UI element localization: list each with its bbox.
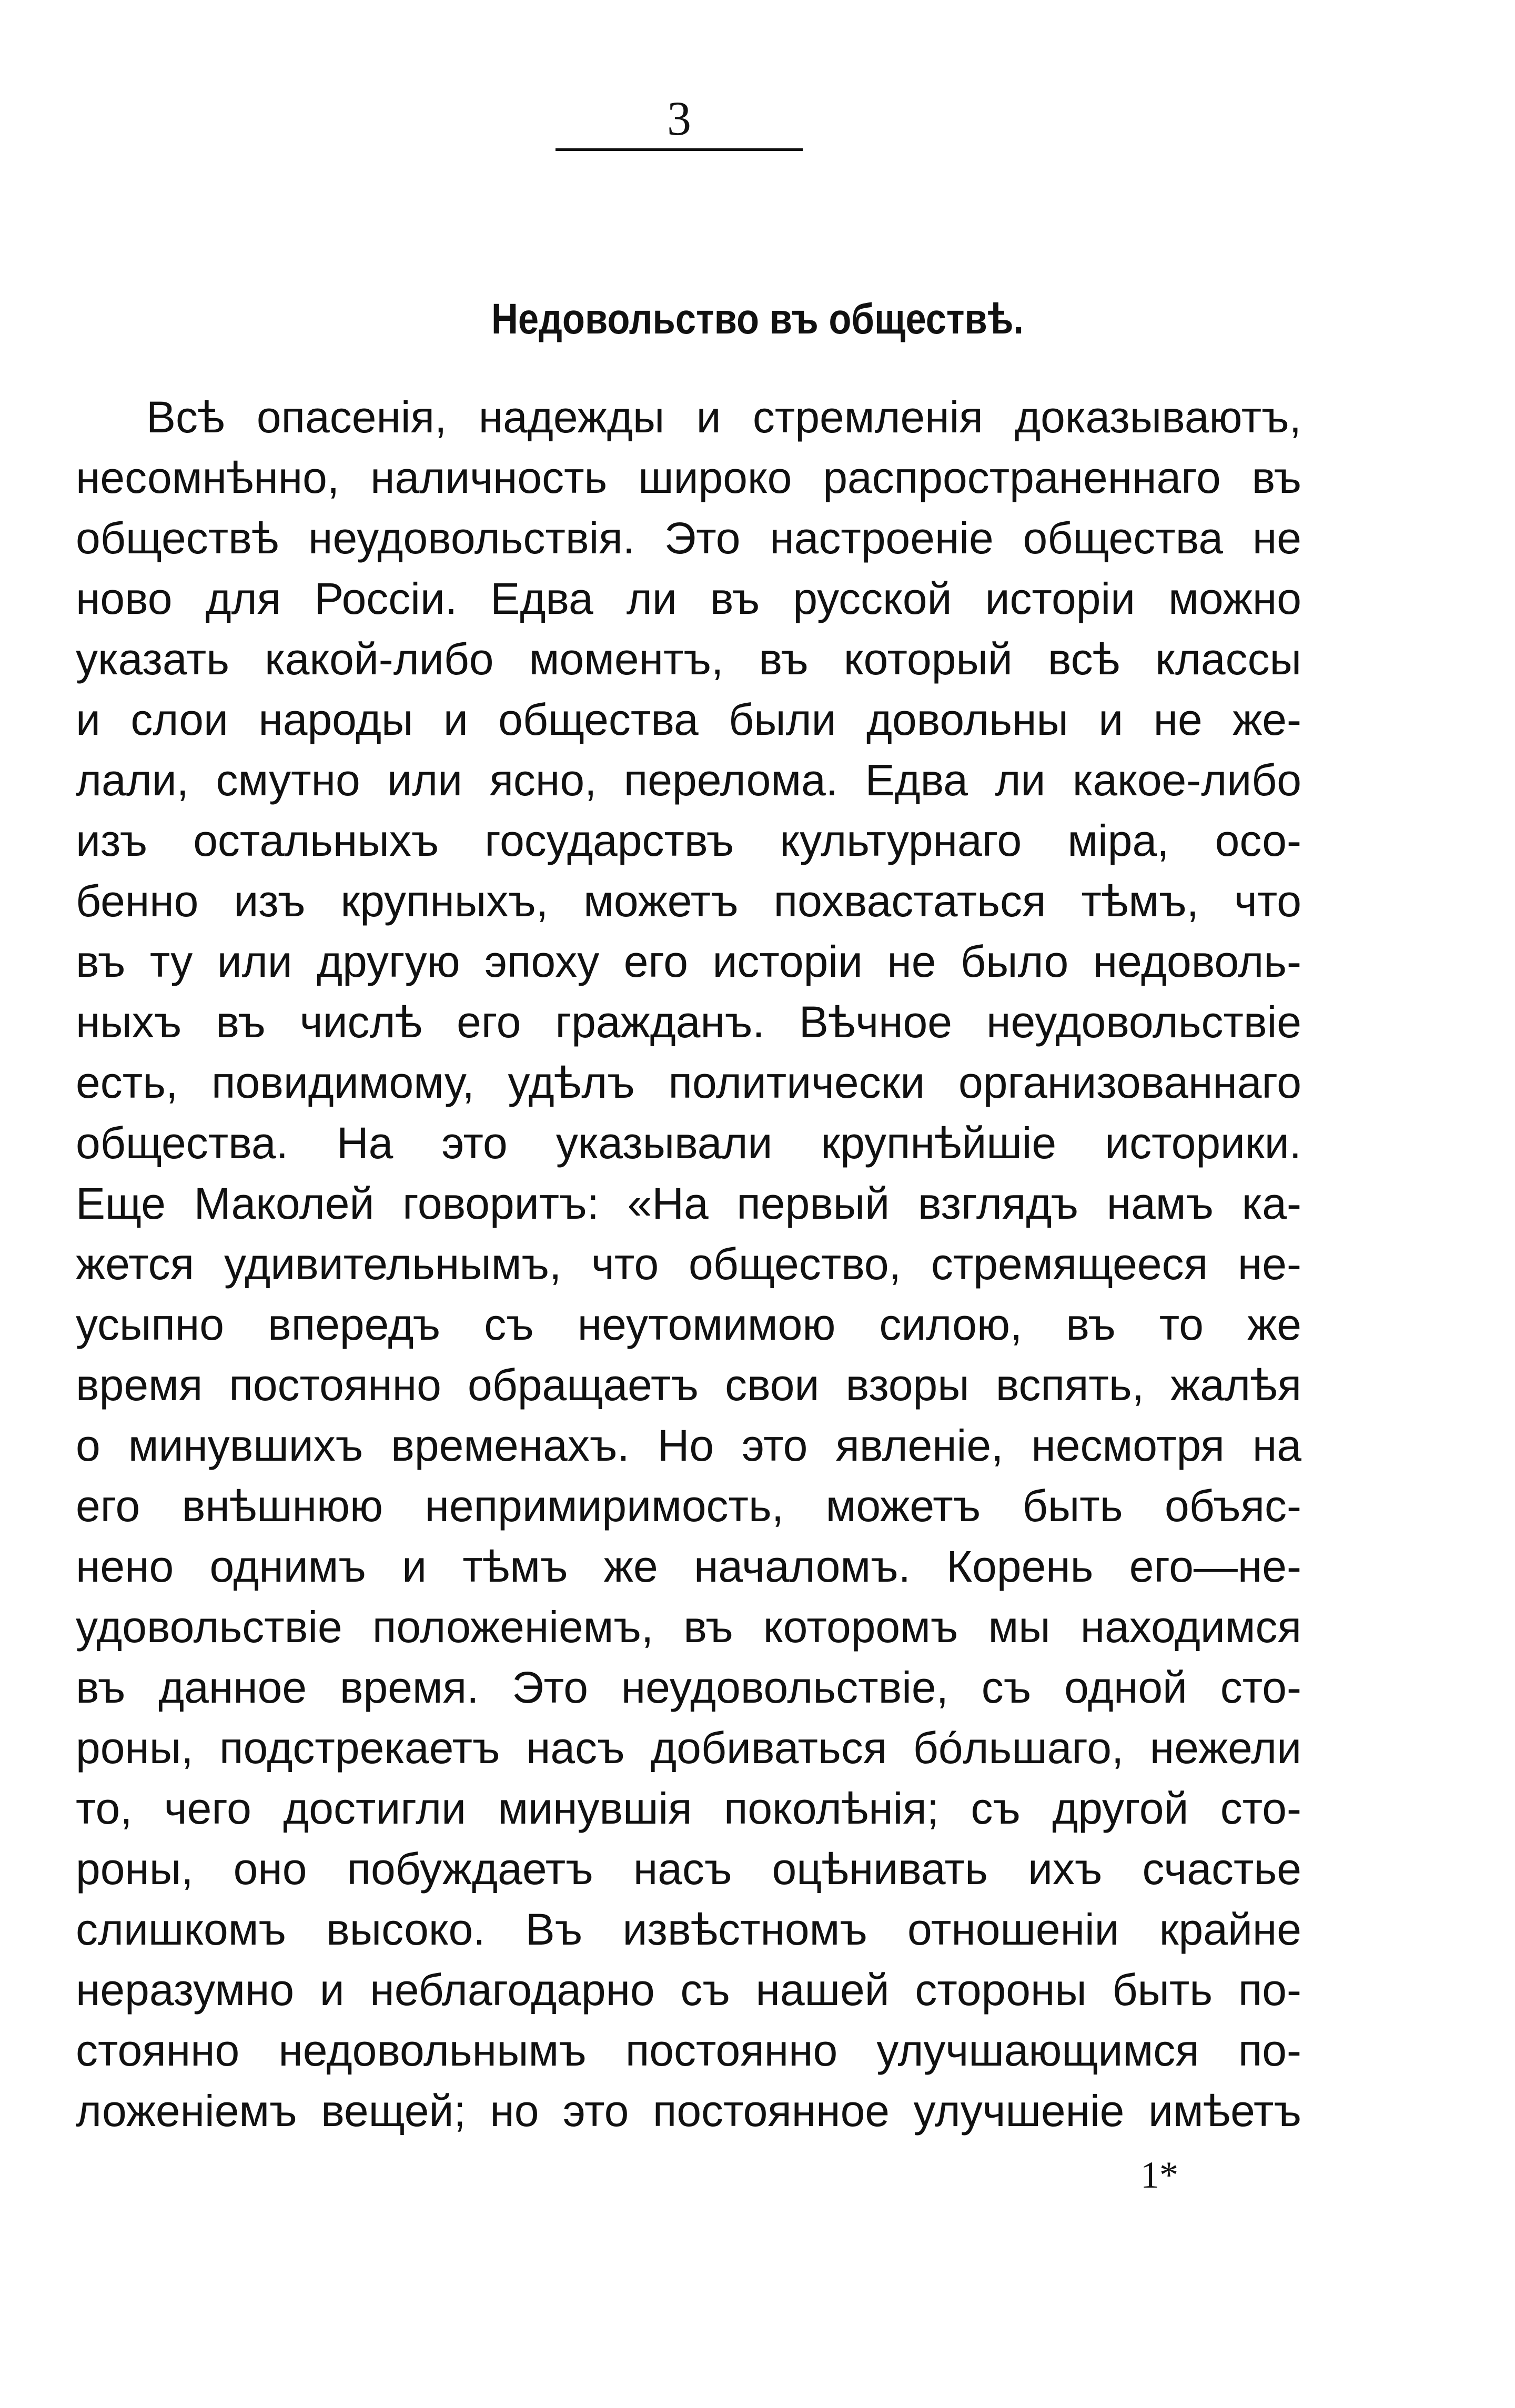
text-line: общества. На это указывали крупнѣйшіе историки.: [76, 1118, 1301, 1168]
body-text: [76, 387, 1301, 2141]
text-line: слишкомъ высоко. Въ извѣстномъ отношеніи крайне: [76, 1905, 1301, 1954]
text-line: ново для Россіи. Едва ли въ русской исторіи можно: [76, 574, 1301, 623]
text-line: въ данное время. Это неудовольствіе, съ одной сто-: [76, 1663, 1301, 1712]
text-line: неразумно и неблагодарно съ нашей стороны быть по-: [76, 1965, 1301, 2015]
text-line: жется удивительнымъ, что общество, стремящееся не-: [76, 1239, 1301, 1289]
text-line: время постоянно обращаетъ свои взоры вспять, жалѣя: [76, 1360, 1301, 1410]
text-line: Всѣ опасенія, надежды и стремленія доказываютъ,: [146, 392, 1301, 442]
text-line: бенно изъ крупныхъ, можетъ похвастаться тѣмъ, что: [76, 876, 1301, 926]
text-line: въ ту или другую эпоху его исторіи не было недоволь-: [76, 937, 1301, 986]
text-line: изъ остальныхъ государствъ культурнаго міра, осо-: [76, 816, 1301, 865]
text-line: указать какой-либо моментъ, въ который всѣ классы: [76, 634, 1301, 684]
text-line: стоянно недовольнымъ постоянно улучшающимся по-: [76, 2026, 1301, 2075]
text-line: о минувшихъ временахъ. Но это явленіе, несмотря на: [76, 1421, 1301, 1470]
text-line: ныхъ въ числѣ его гражданъ. Вѣчное неудовольствіе: [76, 997, 1301, 1047]
text-line: есть, повидимому, удѣлъ политически организованнаго: [76, 1058, 1301, 1107]
text-line: несомнѣнно, наличность широко распространеннаго въ: [76, 453, 1301, 502]
text-line: и слои народы и общества были довольны и не же-: [76, 695, 1301, 744]
text-line: роны, подстрекаетъ насъ добиваться бо́льшаго, нежели: [76, 1723, 1301, 1773]
text-line: роны, оно побуждаетъ насъ оцѣнивать ихъ счастье: [76, 1844, 1301, 1894]
signature-mark: 1*: [1140, 2154, 1178, 2196]
text-line: Еще Маколей говоритъ: «На первый взглядъ намъ ка-: [76, 1179, 1301, 1228]
text-line: усыпно впередъ съ неутомимою силою, въ то же: [76, 1300, 1301, 1349]
text-line: удовольствіе положеніемъ, въ которомъ мы находимся: [76, 1602, 1301, 1652]
text-line: ложеніемъ вещей; но это постоянное улучшеніе имѣетъ: [76, 2086, 1301, 2136]
chapter-title: Недовольство въ обществѣ.: [491, 295, 1024, 343]
text-line: нено однимъ и тѣмъ же началомъ. Корень его—не-: [76, 1542, 1301, 1591]
text-line: лали, смутно или ясно, перелома. Едва ли какое-либо: [76, 755, 1301, 805]
text-line: обществѣ неудовольствія. Это настроеніе общества не: [76, 513, 1301, 563]
text-line: то, чего достигли минувшія поколѣнія; съ другой сто-: [76, 1784, 1301, 1833]
page-number: 3: [556, 89, 803, 151]
text-line: его внѣшнюю непримиримость, можетъ быть объяс-: [76, 1481, 1301, 1531]
